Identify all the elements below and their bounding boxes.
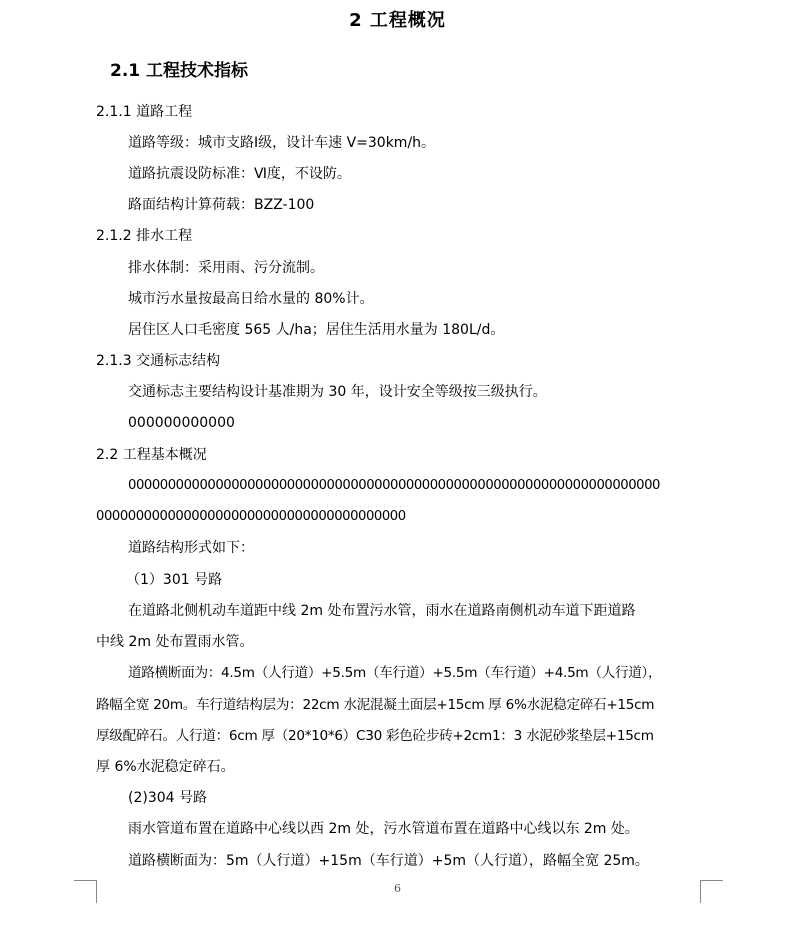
paragraph-line: 道路结构形式如下： — [128, 540, 254, 556]
paragraph-line: 雨水管道布置在道路中心线以西 2m 处，污水管道布置在道路中心线以东 2m 处。 — [128, 821, 639, 837]
paragraph-line: 道路等级：城市支路Ⅰ级，设计车速 V=30km/h。 — [128, 135, 436, 151]
paragraph-line: 000000000000 — [128, 415, 235, 431]
paragraph-line: 在道路北侧机动车道距中线 2m 处布置污水管，雨水在道路南侧机动车道下距道路 — [128, 603, 636, 619]
paragraph-line: 中线 2m 处布置雨水管。 — [96, 634, 254, 650]
paragraph-line: 路面结构计算荷载：BZZ-100 — [128, 197, 315, 213]
paragraph-line: 道路抗震设防标准：Ⅵ度，不设防。 — [128, 166, 351, 182]
paragraph-line: 道路横断面为：4.5m（人行道）+5.5m（车行道）+5.5m（车行道）+4.5m（人行道）， — [128, 665, 662, 681]
paragraph-line: 排水体制：采用雨、污分流制。 — [128, 260, 324, 276]
subsection-heading: 2.1.1 道路工程 — [96, 104, 193, 120]
road-304-heading: (2)304 号路 — [128, 790, 208, 806]
paragraph-line: 0000000000000000000000000000000000000000000000000000000000000000000 — [128, 478, 660, 493]
paragraph-line: 居住区人口毛密度 565 人/ha；居住生活用水量为 180L/d。 — [128, 322, 505, 338]
subsection-heading: 2.1.3 交通标志结构 — [96, 353, 221, 369]
paragraph-line: 道路横断面为：5m（人行道）+15m（车行道）+5m（人行道），路幅全宽 25m。 — [128, 853, 649, 869]
paragraph-line: 000000000000000000000000000000000000000 — [96, 509, 406, 524]
paragraph-line: 厚 6%水泥稳定碎石。 — [96, 759, 235, 775]
page-number: 6 — [394, 882, 401, 895]
section-heading-2-2: 2.2 工程基本概况 — [96, 447, 207, 463]
paragraph-line: 厚级配碎石。人行道：6cm 厚（20*10*6）C30 彩色砼步砖+2cm1：3 水泥砂浆垫层+15cm — [96, 728, 654, 744]
paragraph-line: 路幅全宽 20m。车行道结构层为：22cm 水泥混凝土面层+15cm 厚 6%水泥稳定碎石+15cm — [96, 697, 655, 713]
paragraph-line: 城市污水量按最高日给水量的 80%计。 — [128, 291, 374, 307]
road-301-heading: （1）301 号路 — [126, 572, 223, 588]
section-heading: 2.1 工程技术指标 — [110, 61, 249, 81]
chapter-title: 2 工程概况 — [349, 10, 446, 31]
subsection-heading: 2.1.2 排水工程 — [96, 228, 193, 244]
paragraph-line: 交通标志主要结构设计基准期为 30 年，设计安全等级按三级执行。 — [128, 384, 547, 400]
